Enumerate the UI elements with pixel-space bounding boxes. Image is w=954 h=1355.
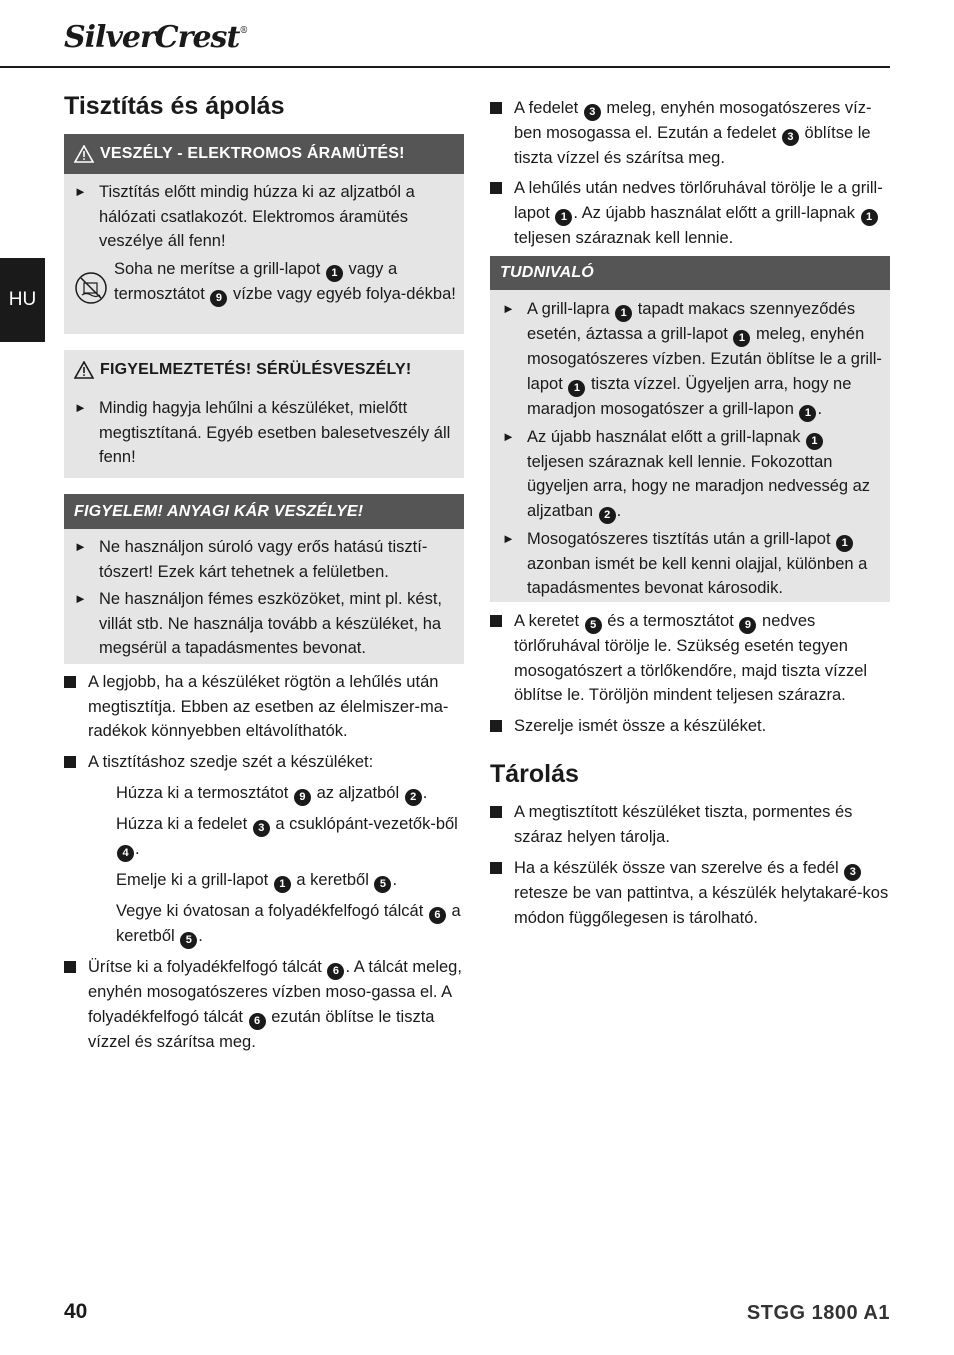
list-item: Ürítse ki a folyadékfelfogó tálcát 6 . A tálcát meleg, enyhén mosogatószeres vízben moso-gassa el. A folyadékfelfogó tálcát 6 ezután öblítse le tiszta vízzel és szárítsa meg. <box>64 955 464 1054</box>
language-tab: HU <box>0 258 45 342</box>
section-title-cleaning: Tisztítás és ápolás <box>64 92 285 120</box>
note-box <box>490 256 890 602</box>
list-item: A keretet 5 és a termosztátot 9 nedves törlőruhával törölje le. Szükség esetén tegyen mosogatószert a törlőkendőre, majd tiszta vízzel öblítse le. Töröljön mindent teljesen szárazra. <box>490 609 890 708</box>
step-item: Vegye ki óvatosan a folyadékfelfogó tálcát 6 a keretből 5 . <box>116 899 466 949</box>
list-item: A legjobb, ha a készüléket rögtön a lehűlés után megtisztítja. Ebben az esetben az élelmiszer-ma-radékok könnyebben eltávolíthatók. <box>64 670 464 744</box>
danger-heading: VESZÉLY - ELEKTROMOS ÁRAMÜTÉS! <box>64 134 464 174</box>
caution-box <box>64 494 464 664</box>
list-item: A fedelet 3 meleg, enyhén mosogatószeres víz-ben mosogassa el. Ezután a fedelet 3 öblítse le tiszta vízzel és szárítsa meg. <box>490 96 890 171</box>
no-submerge-icon <box>74 271 108 305</box>
list-item: A tisztításhoz szedje szét a készüléket: <box>64 750 464 775</box>
warning-triangle-icon <box>74 145 94 163</box>
header-rule <box>0 66 890 68</box>
note-heading: TUDNIVALÓ <box>490 256 890 290</box>
caution-heading: FIGYELEM! ANYAGI KÁR VESZÉLYE! <box>64 494 464 529</box>
step-item: Emelje ki a grill-lapot 1 a keretből 5 . <box>116 868 466 893</box>
list-item: A lehűlés után nedves törlőruhával törölje le a grill-lapot 1 . Az újabb használat előtt a grill-lapnak 1 teljesen száraznak kell lennie. <box>490 176 890 250</box>
brand-logo: SilverCrest® <box>64 20 248 55</box>
list-item: ► Ne használjon fémes eszközöket, mint pl. kést, villát stb. Ne használja tovább a készüléket, ha megsérül a tapadásmentes bevonat. <box>74 590 442 657</box>
danger-box <box>64 134 464 334</box>
page-number: 40 <box>64 1300 88 1323</box>
list-item: A megtisztított készüléket tiszta, pormentes és száraz helyen tárolja. <box>490 800 890 849</box>
step-item: Húzza ki a termosztátot 9 az aljzatból 2 . <box>116 781 466 806</box>
list-item: ► Tisztítás előtt mindig húzza ki az aljzatból a hálózati csatlakozót. Elektromos áramütés veszélye áll fenn! <box>74 183 415 250</box>
list-item: Szerelje ismét össze a készüléket. <box>490 714 890 739</box>
list-item: Ha a készülék össze van szerelve és a fedél 3 retesze be van pattintva, a készülék helytakaré-kos módon függőlegesen is tárolható. <box>490 856 890 930</box>
list-item: ► Ne használjon súroló vagy erős hatású tisztí-tószert! Ezek kárt tehetnek a felületben. <box>74 538 428 581</box>
list-item: ► Az újabb használat előtt a grill-lapnak 1 teljesen száraznak kell lennie. Fokozottan ügyeljen arra, hogy ne maradjon nedvesség az aljzatban 2 . <box>500 425 882 524</box>
section-title-storage: Tárolás <box>490 760 579 788</box>
list-item: ► Mindig hagyja lehűlni a készüléket, mielőtt megtisztítaná. Egyéb esetben balesetveszély áll fenn! <box>74 399 451 466</box>
list-item: ► A grill-lapra 1 tapadt makacs szennyeződés esetén, áztassa a grill-lapot 1 meleg, enyhén mosogatószeres vízben. Ezután öblítse le a grill-lapot 1 tiszta vízzel. Ügyeljen arra, hogy ne maradjon mosogatószer a grill-lapon 1 . <box>500 297 882 422</box>
model-number: STGG 1800 A1 <box>746 1302 890 1324</box>
warning-heading: FIGYELMEZTETÉS! SÉRÜLÉSVESZÉLY! <box>64 350 464 390</box>
list-item: ► Mosogatószeres tisztítás után a grill-lapot 1 azonban ismét be kell kenni olajjal, különben a tapadásmentes bevonat károsodik. <box>502 529 868 597</box>
warning-triangle-icon <box>74 361 94 379</box>
list-item: Soha ne merítse a grill-lapot 1 vagy a termosztátot 9 vízbe vagy egyéb folya-dékba! <box>74 257 456 313</box>
warning-box <box>64 350 464 478</box>
step-item: Húzza ki a fedelet 3 a csuklópánt-vezetők-ből 4 . <box>116 812 466 862</box>
